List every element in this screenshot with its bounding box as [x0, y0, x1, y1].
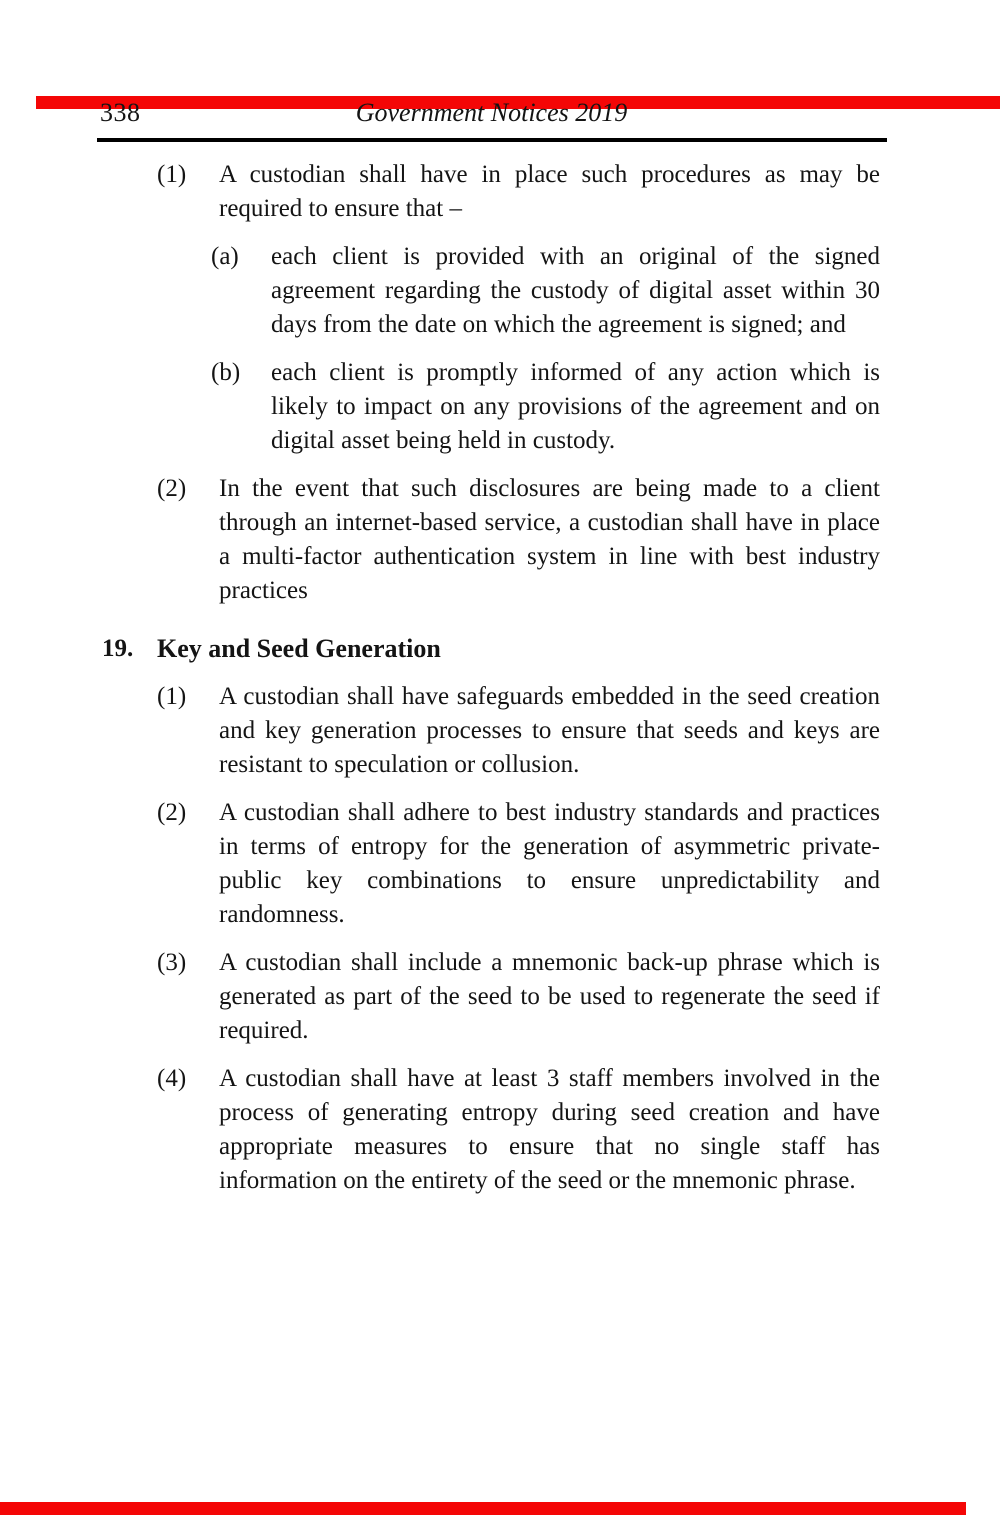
numbered-paragraph — [157, 1062, 880, 1198]
page-header — [97, 96, 886, 130]
paragraph-text: A custodian shall have at least 3 staff members involved in the process of generating entropy during seed creation and have appropriate measures to ensure that no single staff has information on the entirety of the seed or the mnemonic phrase. — [219, 1065, 880, 1194]
paragraph-marker: (2) — [157, 799, 187, 826]
paragraph-text: each client is provided with an original of the signed agreement regarding the custody of digital asset within 30 days from the date on which the agreement is signed; and — [271, 243, 880, 338]
paragraph-marker: (2) — [157, 475, 187, 502]
page-number: 338 — [100, 98, 141, 127]
running-title: Government Notices 2019 — [355, 98, 628, 127]
paragraph-text: A custodian shall adhere to best industry standards and practices in terms of entropy for the generation of asymmetric private-public key combinations to ensure unpredictability and randomness. — [219, 799, 880, 928]
numbered-paragraph — [211, 356, 880, 458]
section-title: Key and Seed Generation — [157, 634, 441, 663]
header-rule — [97, 138, 887, 142]
paragraph-marker: (1) — [157, 161, 187, 188]
paragraph-text: each client is promptly informed of any action which is likely to impact on any provisions of the agreement and on digital asset being held in custody. — [271, 359, 880, 454]
paragraph-text: A custodian shall include a mnemonic back-up phrase which is generated as part of the seed to be used to regenerate the seed if required. — [219, 949, 880, 1044]
section-heading — [102, 632, 880, 666]
paragraph-text: A custodian shall have safeguards embedded in the seed creation and key generation processes to ensure that seeds and keys are resistant to speculation or collusion. — [219, 683, 880, 778]
paragraph-marker: (4) — [157, 1065, 187, 1092]
numbered-paragraph — [211, 240, 880, 342]
numbered-paragraph — [157, 472, 880, 608]
document-body — [0, 158, 1000, 1198]
section-number: 19. — [102, 635, 134, 662]
numbered-paragraph — [157, 796, 880, 932]
bottom-red-bar — [0, 1502, 966, 1515]
paragraph-marker: (3) — [157, 949, 187, 976]
paragraph-marker: (a) — [211, 243, 239, 270]
numbered-paragraph — [157, 680, 880, 782]
numbered-paragraph — [157, 946, 880, 1048]
paragraph-text: In the event that such disclosures are being made to a client through an internet-based service, a custodian shall have in place a multi-factor authentication system in line with best industry practices — [219, 475, 880, 604]
paragraph-marker: (b) — [211, 359, 241, 386]
paragraph-marker: (1) — [157, 683, 187, 710]
numbered-paragraph — [157, 158, 880, 226]
paragraph-text: A custodian shall have in place such procedures as may be required to ensure that – — [219, 161, 880, 222]
